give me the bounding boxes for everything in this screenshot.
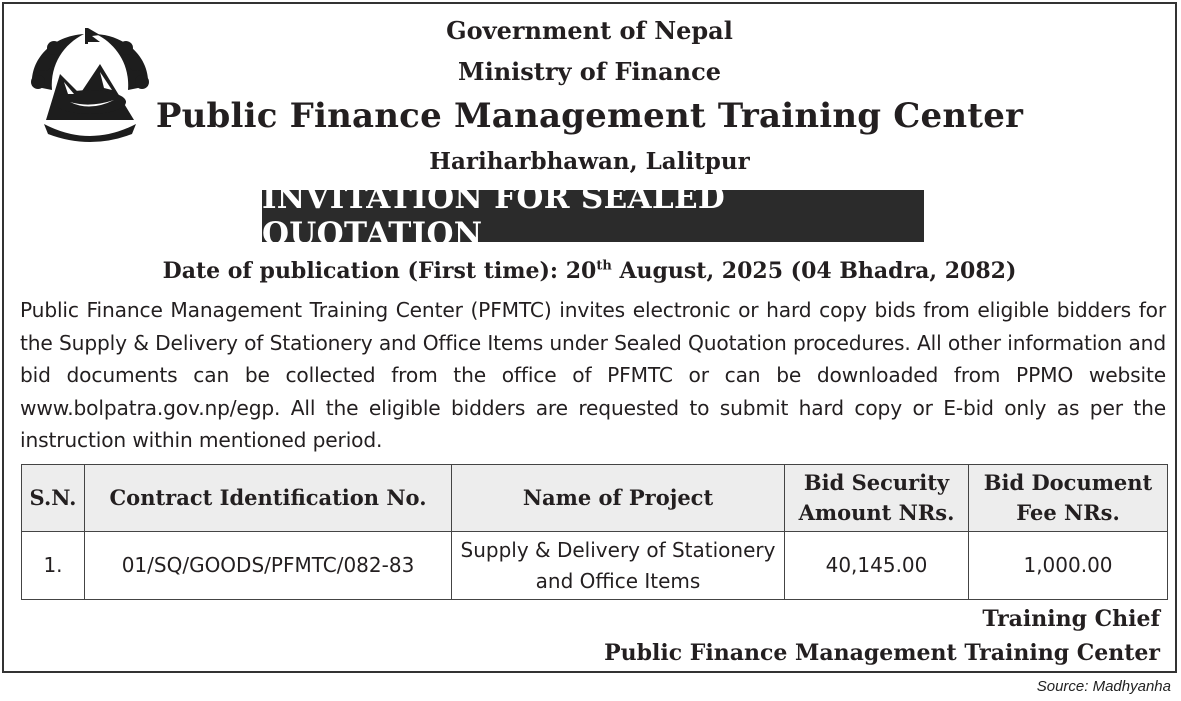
cell-document-fee: 1,000.00 xyxy=(969,532,1168,600)
table-row xyxy=(22,532,1168,600)
government-name: Government of Nepal xyxy=(446,16,733,45)
cell-sn: 1. xyxy=(22,532,85,600)
col-header-bid-security: Bid Security Amount NRs. xyxy=(785,465,969,532)
cell-bid-security: 40,145.00 xyxy=(785,532,969,600)
signatory-organization: Public Finance Management Training Center xyxy=(604,640,1160,666)
col-header-contract-id: Contract Identification No. xyxy=(85,465,452,532)
signatory-title: Training Chief xyxy=(982,606,1160,632)
notice-body-paragraph: Public Finance Management Training Center (PFMTC) invites electronic or hard copy bids from eligible bidders for the Supply & Delivery of Stationery and Office Items under Sealed Quotation procedures. All other information and bid documents can be collected from the office of PFMTC or can be downloaded from PPMO website www.bolpatra.gov.np/egp. All the eligible bidders are requested to submit hard copy or E-bid only as per the instruction within mentioned period. xyxy=(20,298,1166,452)
source-credit: Source: Madhyanha xyxy=(1036,678,1171,695)
col-header-project: Name of Project xyxy=(452,465,785,532)
publication-date-rest: August, 2025 (04 Bhadra, 2082) xyxy=(611,258,1017,284)
quotation-table xyxy=(21,464,1168,600)
publication-date xyxy=(4,258,1175,284)
cell-project: Supply & Delivery of Stationery and Office Items xyxy=(452,532,785,600)
publication-date-label: Date of publication (First time): 20 xyxy=(162,258,597,284)
ministry-name: Ministry of Finance xyxy=(458,57,721,86)
col-header-sn: S.N. xyxy=(22,465,85,532)
col-header-document-fee: Bid Document Fee NRs. xyxy=(969,465,1168,532)
notice-title: INVITATION FOR SEALED QUOTATION xyxy=(262,190,924,242)
date-ordinal-suffix: th xyxy=(596,258,612,274)
organization-address: Hariharbhawan, Lalitpur xyxy=(429,148,750,175)
table-header-row xyxy=(22,465,1168,532)
organization-name: Public Finance Management Training Center xyxy=(155,96,1024,136)
notice-frame xyxy=(2,2,1177,673)
cell-contract-id: 01/SQ/GOODS/PFMTC/082-83 xyxy=(85,532,452,600)
